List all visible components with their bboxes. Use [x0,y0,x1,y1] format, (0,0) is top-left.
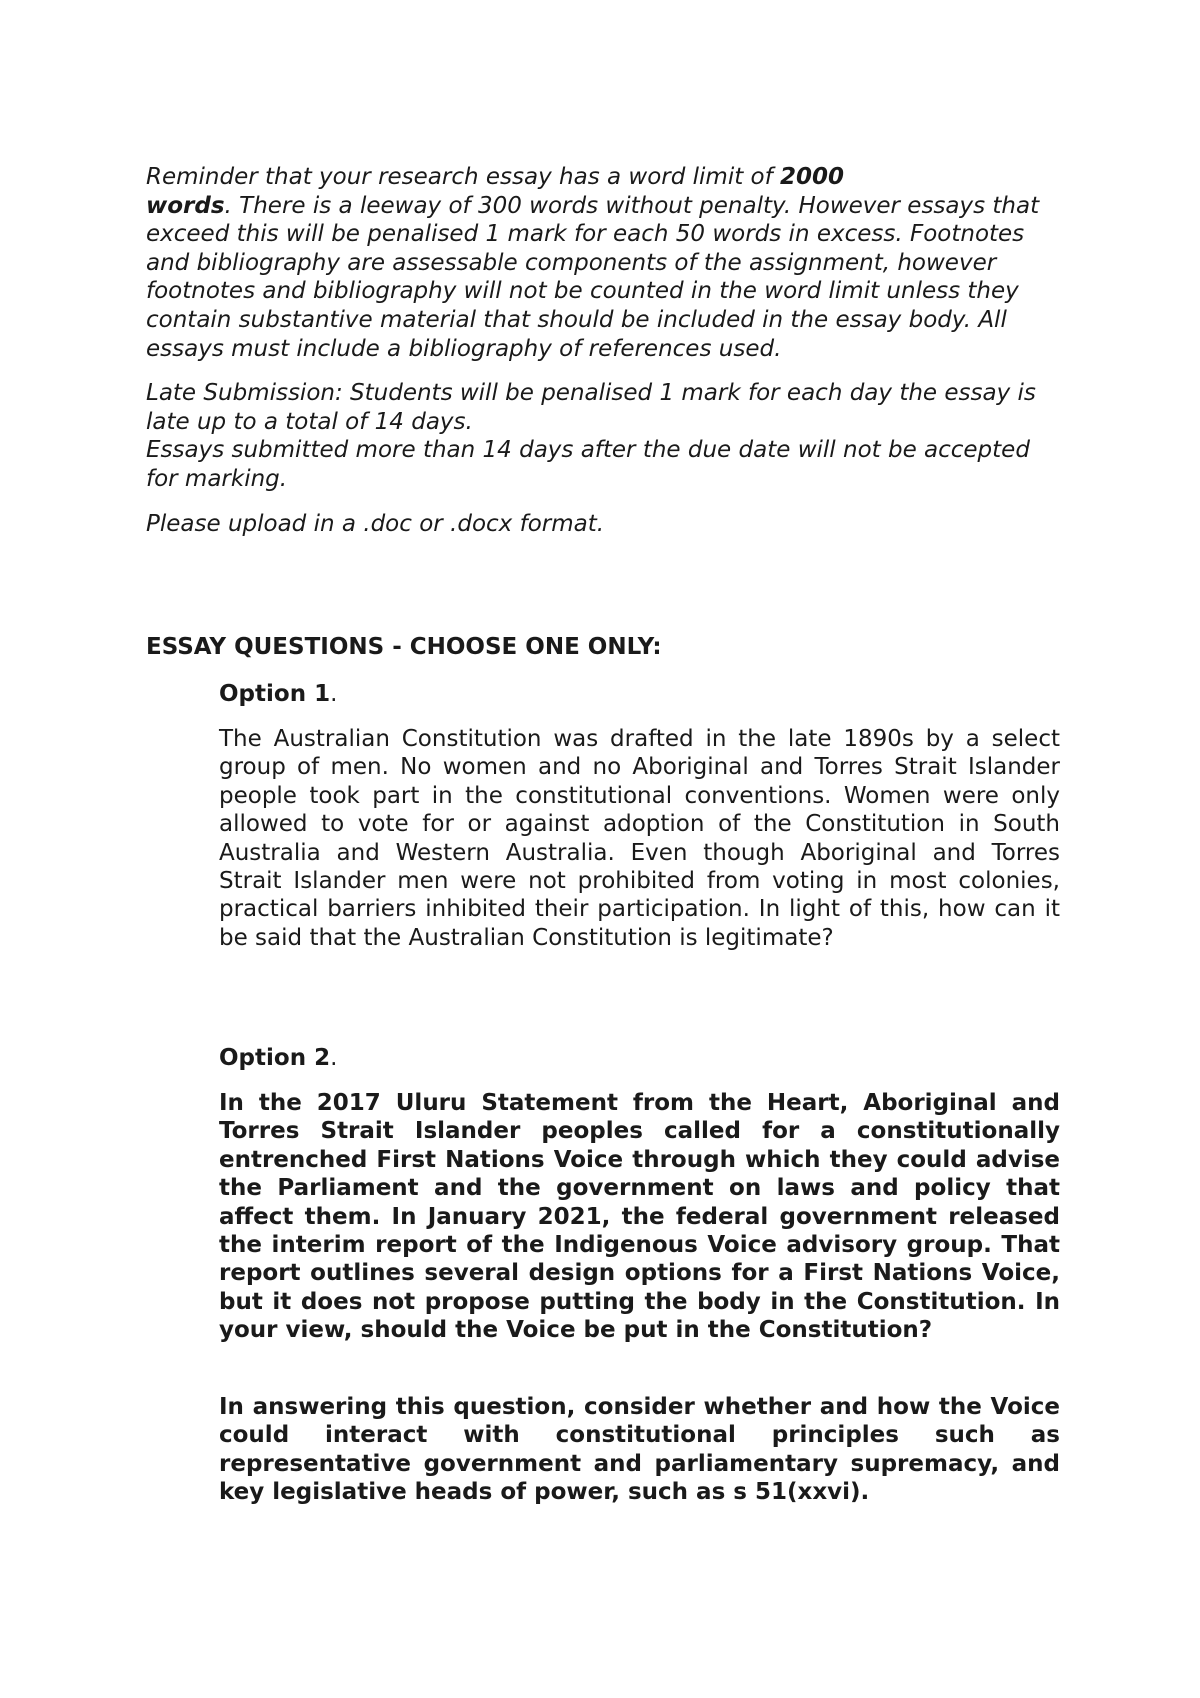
option-2-question: In the 2017 Uluru Statement from the Heart, Aboriginal and Torres Strait Islander peoples called for a constitutionally entrenched First Nations Voice through which they could advise the Parliament and the government on laws and policy that affect them. In January 2021, the federal government released the interim report of the Indigenous Voice advisory group. That report outlines several design options for a First Nations Voice, but it does not propose putting the body in the Constitution. In your view, should the Voice be put in the Constitution? [219,1090,1060,1344]
word-limit-text-start: Reminder that your research essay has a word limit of [146,164,781,190]
option-1-label: Option 1 [219,681,331,707]
late-submission-penalty: Late Submission: Students will be penalised 1 mark for each day the essay is late up to a total of 14 days. [146,380,1036,435]
late-submission-paragraph [146,379,1046,493]
option-2-punct: . [330,1045,338,1071]
word-limit-text-rest: . There is a leeway of 300 words without penalty. However essays that exceed this will be penalised 1 mark for each 50 words in excess. Footnotes and bibliography are assessable components of the assignment, however footnotes and bibliography will not be counted in the word limit unless they contain substantive material that should be included in the essay body. All essays must include a bibliography of references used. [146,192,1040,362]
option-2-title [219,1043,337,1073]
option-2-label: Option 2 [219,1045,331,1071]
reminder-section [146,163,1046,554]
word-limit-unit: words [146,192,225,219]
option-1-title [219,679,337,709]
late-submission-cutoff: Essays submitted more than 14 days after the due date will not be accepted for marking. [146,437,1030,492]
upload-format-paragraph: Please upload in a .doc or .docx format. [146,510,605,537]
option-1-question: The Australian Constitution was drafted in the late 1890s by a select group of men. No women and no Aboriginal and Torres Strait Islander people took part in the constitutional conventions. Women were only allowed to vote for or against adoption of the Constitution in South Australia and Western Australia. Even though Aboriginal and Torres Strait Islander men were not prohibited from voting in most colonies, practical barriers inhibited their participation. In light of this, how can it be said that the Australian Constitution is legitimate? [219,726,1060,951]
word-limit-paragraph [146,163,1046,363]
option-2-guidance: In answering this question, consider whether and how the Voice could interact with constitutional principles such as representative government and parliamentary supremacy, and key legislative heads of power, such as s 51(xxvi). [219,1394,1060,1506]
essay-questions-heading: ESSAY QUESTIONS - CHOOSE ONE ONLY: [146,634,662,660]
word-limit-number: 2000 [780,164,845,190]
option-1-punct: . [330,681,338,707]
